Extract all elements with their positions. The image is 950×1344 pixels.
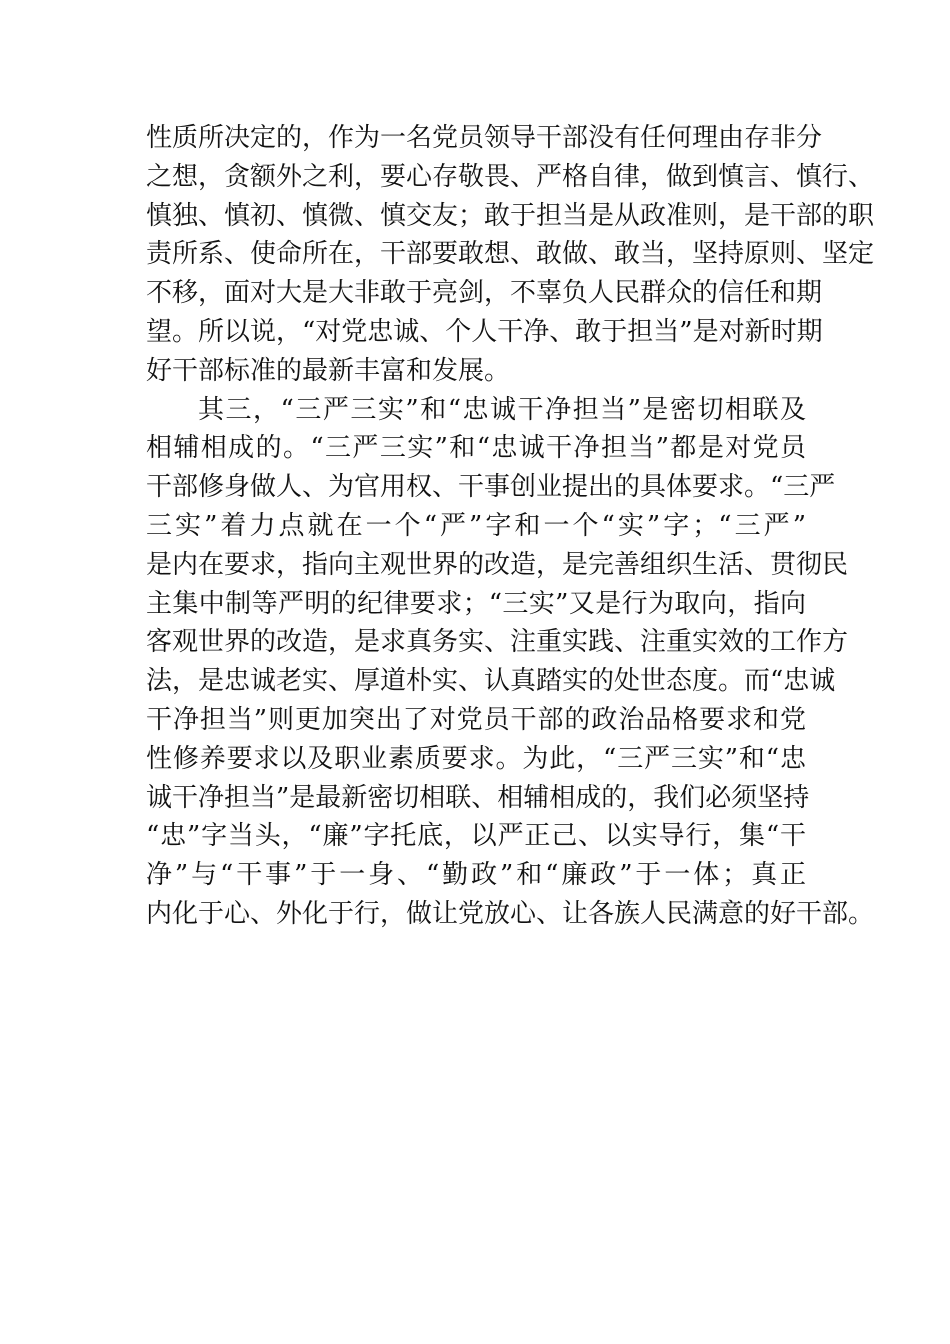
text-line: 慎独、慎初、慎微、慎交友；敢于担当是从政准则，是干部的职: [146, 200, 875, 231]
text-line: 不移，面对大是大非敢于亮剑，不辜负人民群众的信任和期: [146, 278, 823, 309]
text-line: “忠”字当头，“廉”字托底，以严正己、以实导行，集“干: [146, 821, 806, 852]
text-line: 相辅相成的。“三严三实”和“忠诚干净担当”都是对党员: [146, 433, 806, 464]
text-line: 其三，“三严三实”和“忠诚干净担当”是密切相联及: [198, 394, 806, 425]
text-line: 主集中制等严明的纪律要求；“三实”又是行为取向，指向: [146, 588, 806, 619]
text-line: 责所系、使命所在，干部要敢想、敢做、敢当，坚持原则、坚定: [146, 239, 875, 270]
text-line: 望。所以说，“对党忠诚、个人干净、敢于担当”是对新时期: [146, 316, 823, 347]
text-line: 诚干净担当”是最新密切相联、相辅相成的，我们必须坚持: [146, 782, 810, 813]
text-line: 内化于心、外化于行，做让党放心、让各族人民满意的好干部。: [146, 898, 875, 929]
text-line: 好干部标准的最新丰富和发展。: [146, 355, 511, 386]
text-line: 三实”着力点就在一个“严”字和一个“实”字；“三严”: [146, 510, 806, 541]
text-line: 法，是忠诚老实、厚道朴实、认真踏实的处世态度。而“忠诚: [146, 666, 836, 697]
paragraph-1: [146, 119, 875, 391]
text-line: 之想，贪额外之利，要心存敬畏、严格自律，做到慎言、慎行、: [146, 161, 875, 192]
body-text: [146, 119, 875, 934]
text-line: 客观世界的改造，是求真务实、注重实践、注重实效的工作方: [146, 627, 849, 658]
text-line: 干部修身做人、为官用权、干事创业提出的具体要求。“三严: [146, 472, 836, 503]
paragraph-2: [146, 391, 875, 934]
text-line: 性质所决定的，作为一名党员领导干部没有任何理由存非分: [146, 123, 823, 153]
text-line: 净”与“干事”于一身、“勤政”和“廉政”于一体；真正: [146, 860, 806, 891]
text-line: 干净担当”则更加突出了对党员干部的政治品格要求和党: [146, 704, 806, 735]
text-line: 是内在要求，指向主观世界的改造，是完善组织生活、贯彻民: [146, 549, 849, 580]
text-line: 性修养要求以及职业素质要求。为此，“三严三实”和“忠: [146, 743, 806, 774]
